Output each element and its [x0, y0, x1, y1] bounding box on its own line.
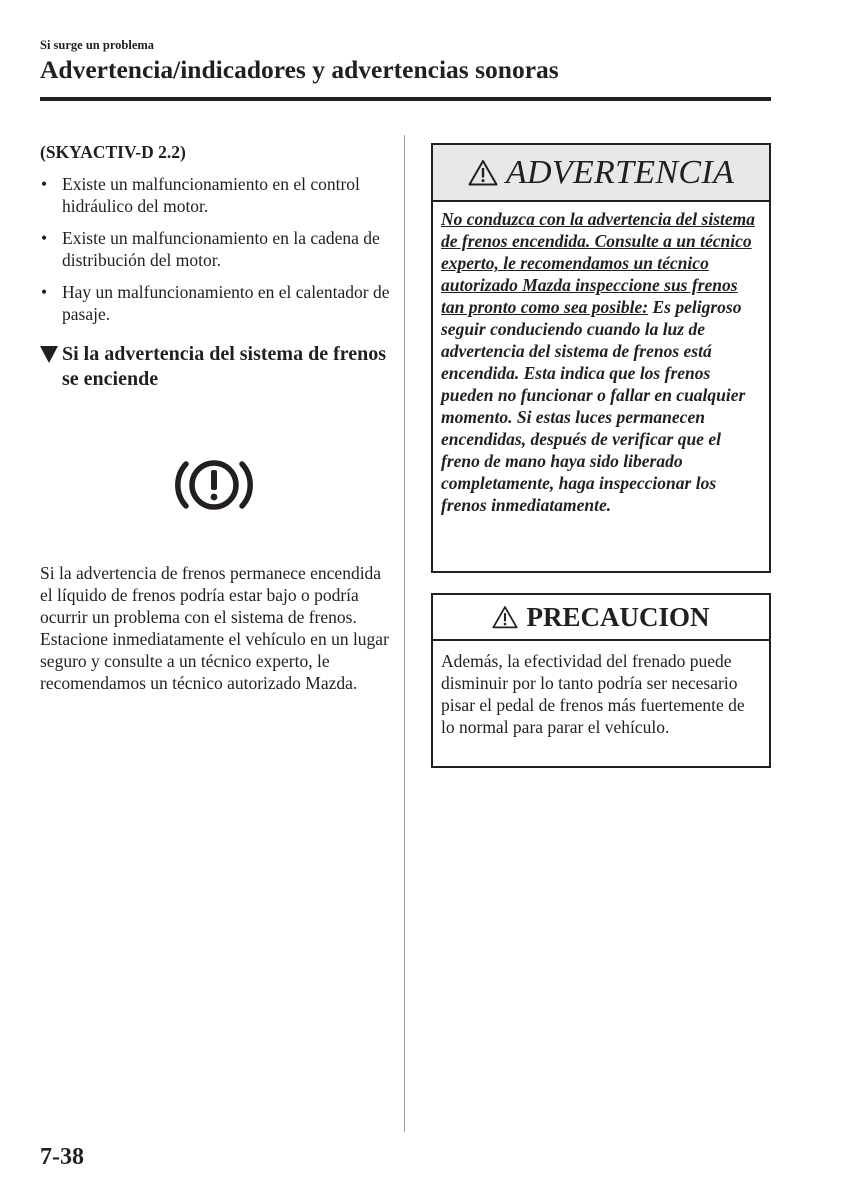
caution-text: Además, la efectividad del frenado puede disminuir por lo tanto podría ser necesario pisar el pedal de frenos más fuertemente de lo normal para parar el vehículo.: [441, 651, 745, 737]
left-column: [40, 141, 392, 694]
warning-underlined-text: No conduzca con la advertencia del sistema de frenos encendida. Consulte a un técnico experto, le recomendamos un técnico autorizado Mazda inspeccione sus frenos tan pronto como sea posible:: [441, 209, 756, 317]
warning-header: [433, 145, 769, 202]
brake-warning-paragraph: Si la advertencia de frenos permanece encendida el líquido de frenos podría estar bajo o podría ocurrir un problema con el sistema de frenos. Estacione inmediatamente el vehículo en un lugar seguro y consulte a un técnico experto, le recomendamos un técnico autorizado Mazda.: [40, 563, 389, 693]
engine-variant-label: (SKYACTIV-D 2.2): [40, 142, 186, 162]
list-item: [40, 173, 392, 217]
down-triangle-icon: [40, 346, 58, 363]
section-label: Si surge un problema: [40, 38, 155, 52]
warning-heading: ADVERTENCIA: [505, 153, 735, 191]
subheading-text: Si la advertencia del sistema de frenos se enciende: [62, 343, 387, 390]
bullet-icon: •: [41, 174, 48, 194]
list-item: [40, 281, 392, 325]
warning-box: [431, 143, 771, 573]
alert-triangle-icon: [492, 605, 518, 629]
brake-warning-subheading: [40, 342, 392, 392]
caution-heading: PRECAUCION: [526, 601, 710, 632]
caution-header: [433, 595, 769, 641]
list-item-text: Hay un malfuncionamiento en el calentador de pasaje.: [62, 282, 390, 324]
warning-body-text: Es peligroso seguir conduciendo cuando la luz de advertencia del sistema de frenos está encendida. Esta indica que los frenos pueden no funcionar o fallar en cualquier momento. Si estas luces permanecen encendidas, después de verificar que el freno de mano haya sido liberado completamente, haga inspeccionar los frenos inmediatamente.: [441, 297, 746, 515]
title-rule: [40, 97, 771, 101]
warning-text: [433, 202, 769, 516]
caution-box: [431, 593, 771, 768]
page-number: 7-38: [40, 1144, 84, 1170]
malfunction-list: [40, 173, 392, 325]
bullet-icon: •: [41, 282, 48, 302]
bullet-icon: •: [41, 228, 48, 248]
list-item: [40, 227, 392, 271]
brake-warning-icon: [168, 452, 260, 518]
list-item-text: Existe un malfuncionamiento en el control hidráulico del motor.: [62, 174, 360, 216]
page-title: Advertencia/indicadores y advertencias sonoras: [40, 55, 559, 84]
alert-triangle-icon: [468, 159, 498, 186]
list-item-text: Existe un malfuncionamiento en la cadena de distribución del motor.: [62, 228, 380, 270]
column-divider: [404, 135, 405, 1132]
